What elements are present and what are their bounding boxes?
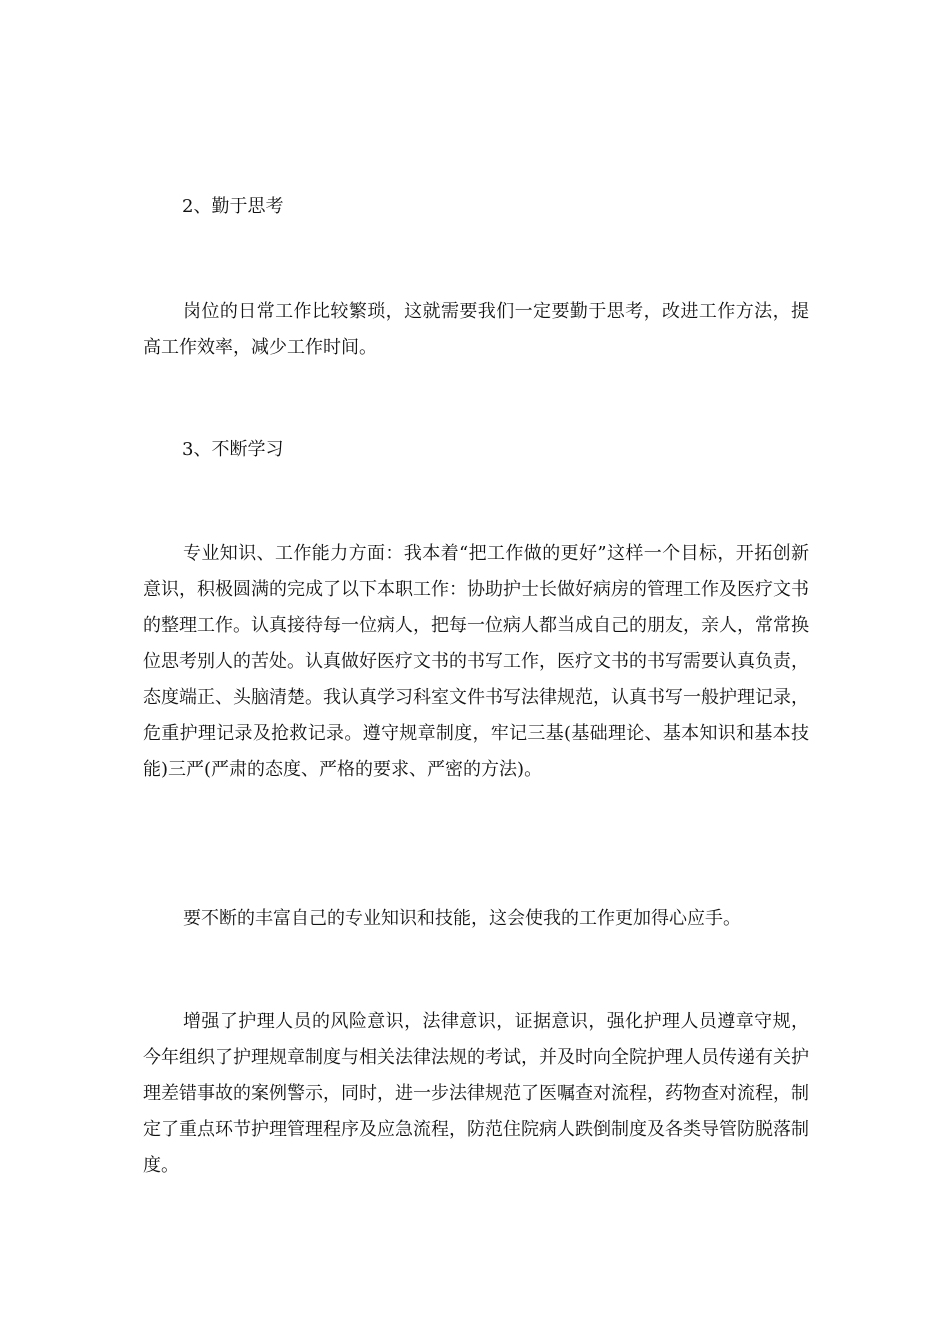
paragraph-thinking: 岗位的日常工作比较繁琐，这就需要我们一定要勤于思考，改进工作方法，提高工作效率，减少工作时间。 <box>143 301 809 358</box>
paragraph-skills: 要不断的丰富自己的专业知识和技能，这会使我的工作更加得心应手。 <box>183 908 741 929</box>
paragraph-professional-knowledge: 专业知识、工作能力方面：我本着“把工作做的更好”这样一个目标，开拓创新意识，积极圆满的完成了以下本职工作：协助护士长做好病房的管理工作及医疗文书的整理工作。认真接待每一位病人，把每一位病人都当成自己的朋友，亲人，常常换位思考别人的苦处。认真做好医疗文书的书写工作，医疗文书的书写需要认真负责，态度端正、头脑清楚。我认真学习科室文件书写法律规范，认真书写一般护理记录，危重护理记录及抢救记录。遵守规章制度，牢记三基(基础理论、基本知识和基本技能)三严(严肃的态度、严格的要求、严密的方法)。 <box>143 543 809 780</box>
section-heading-learning: 3、不断学习 <box>182 439 284 460</box>
section-heading-thinking: 2、勤于思考 <box>182 196 284 217</box>
paragraph-risk-awareness: 增强了护理人员的风险意识，法律意识，证据意识，强化护理人员遵章守规，今年组织了护理规章制度与相关法律法规的考试，并及时向全院护理人员传递有关护理差错事故的案例警示，同时，进一步法律规范了医嘱查对流程，药物查对流程，制定了重点环节护理管理程序及应急流程，防范住院病人跌倒制度及各类导管防脱落制度。 <box>143 1011 809 1176</box>
